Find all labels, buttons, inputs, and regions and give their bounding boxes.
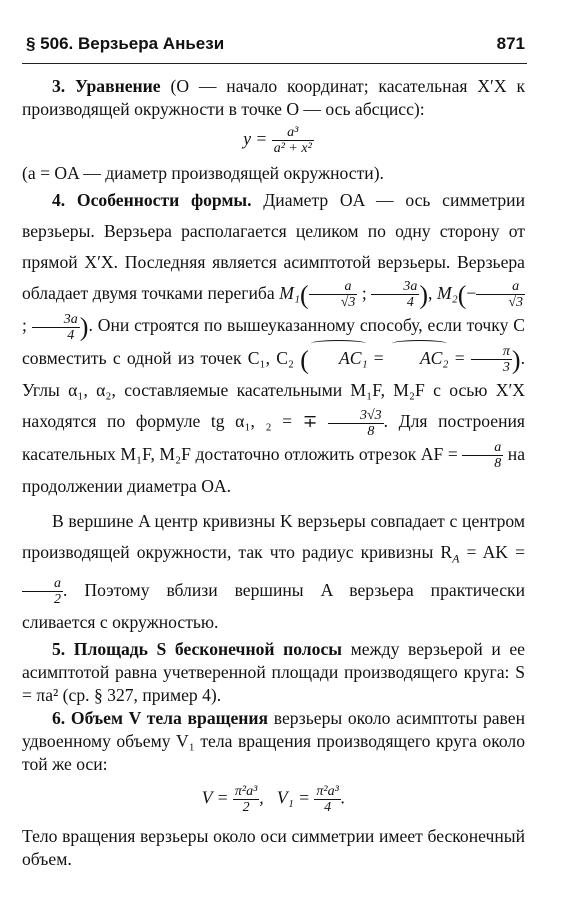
page-number: 871 bbox=[496, 34, 525, 53]
page-header bbox=[22, 34, 527, 57]
section-3-heading: 3. Уравнение bbox=[52, 76, 161, 96]
section-6-paragraph bbox=[22, 707, 525, 776]
m2-y: $\frac{3a}{4}$ bbox=[32, 312, 80, 343]
section-4-paragraph: 4. Особенности формы. Диаметр OA — ось симметрии верзьеры. Верзьера располагается целиком по одну сторону от прямой X′X. Последняя является асимптотой верзьеры. Верзьера обладает двумя точками перегиба M₁( $\frac{a}{√3}$ ; $\frac{3a}{4}$ ), M₂(− $\frac{a}{√3}$ ; $\frac{3a}{4}$ ). Они строятся по вышеуказанному способу, если точку C совместить с одной из точек C₁, C₂ ( AC₁ = AC₂ = $\frac{\pi}{3}$ ). Углы α₁, α₂, составляемые касательными M₁F, M₂F с осью X′X находятся по формуле tg α₁, ₂ = ∓ $\frac{3√3}{8}$ . Для построения касательных M₁F, M₂F достаточно отложить отрезок AF = $\frac{a}{8}$ на продолжении диаметра OA. bbox=[22, 190, 526, 497]
ra-fraction: $\frac{a}{2}$ bbox=[22, 576, 63, 607]
m1-x: $\frac{a}{√3}$ bbox=[309, 279, 358, 310]
volume-equations: V = $\frac{\text{π²a³}}{2}$ , V₁ = $\frac{\text{π²a³}}{4}$ . bbox=[201, 784, 346, 816]
section-5-paragraph bbox=[22, 638, 525, 707]
section-4-text-2: . Они строятся по вышеуказанному способу, если точку C совместить с одной из точек C₁, C₂ bbox=[22, 315, 525, 368]
af-fraction: $\frac{a}{8}$ bbox=[462, 440, 503, 471]
inflection-point-1: M₁ bbox=[279, 283, 301, 303]
header-rule bbox=[22, 63, 527, 64]
equation-lhs: y = bbox=[243, 128, 268, 149]
section-4-text-3: . Углы α₁, α₂, составляемые касательными M₁F, M₂F с осью X′X находятся по формуле tg α₁, ₂ = ∓ bbox=[22, 347, 525, 432]
v1-lhs: V₁ = bbox=[276, 787, 311, 808]
equation-fraction bbox=[272, 125, 314, 156]
section-4-text-1: Диаметр OA — ось симметрии верзьеры. Верзьера располагается целиком по одну сторону от прямой X′X. Последняя является асимптотой верзьеры. Верзьера обладает двумя точками перегиба bbox=[22, 190, 525, 303]
v-fraction: $\frac{\text{π²a³}}{2}$ bbox=[234, 784, 258, 816]
tg-fraction: $\frac{3√3}{8}$ bbox=[328, 408, 384, 439]
v1-fraction: $\frac{\text{π²a³}}{4}$ bbox=[316, 784, 339, 816]
equation-numerator: a³ bbox=[272, 125, 314, 141]
v-lhs: V = bbox=[201, 787, 229, 808]
section-4-text-5: на продолжении диаметра OA. bbox=[22, 443, 526, 497]
section-title: § 506. Верзьера Аньези bbox=[26, 34, 225, 53]
equation-denominator: a² + x² bbox=[273, 141, 312, 156]
m1-y: $\frac{3a}{4}$ bbox=[371, 279, 419, 310]
page-body bbox=[22, 73, 525, 871]
section-3-paragraph bbox=[22, 75, 525, 121]
ra-subscript: A bbox=[452, 551, 460, 566]
arc-ac2: AC₂ bbox=[390, 343, 449, 374]
section-6-text: верзьеры около асимптоты равен удвоенному объему V₁ тела вращения производящего круга около той же оси: bbox=[22, 708, 525, 775]
arc-fraction: $\frac{\pi}{3}$ bbox=[471, 344, 512, 375]
section-4-heading: 4. Особенности формы. bbox=[52, 190, 252, 210]
equation-y bbox=[32, 125, 525, 156]
final-paragraph: Тело вращения верзьеры около оси симметрии имеет бесконечный объем. bbox=[22, 826, 525, 870]
section-4-text-4: . Для построения касательных M₁F, M₂F достаточно отложить отрезок AF = bbox=[22, 411, 525, 464]
curvature-text-3: . Поэтому вблизи вершины A верзьера практически сливается с окружностью. bbox=[22, 579, 525, 633]
section-5-text: между верзьерой и ее асимптотой равна учетверенной площади производящего круга: S = πa² (ср. § 327, пример 4). bbox=[22, 639, 525, 706]
section-3-note: (a = OA — диаметр производящей окружности). bbox=[22, 163, 384, 183]
curvature-paragraph bbox=[22, 506, 525, 638]
section-5-heading: 5. Площадь S бесконечной полосы bbox=[52, 639, 342, 660]
m2-x: $\frac{a}{√3}$ bbox=[476, 279, 525, 310]
section-6-heading: 6. Объем V тела вращения bbox=[52, 708, 269, 729]
curvature-text-1: В вершине A центр кривизны K верзьеры совпадает с центром производящей окружности, так что радиус кривизны R bbox=[22, 511, 525, 563]
curvature-text-2: = AK = bbox=[459, 542, 525, 563]
section-3-text: (O — начало координат; касательная X′X к производящей окружности в точке O — ось абсцисс): bbox=[22, 76, 525, 119]
arc-ac1: AC₁ bbox=[309, 343, 368, 374]
inflection-point-2: M₂ bbox=[436, 283, 458, 303]
